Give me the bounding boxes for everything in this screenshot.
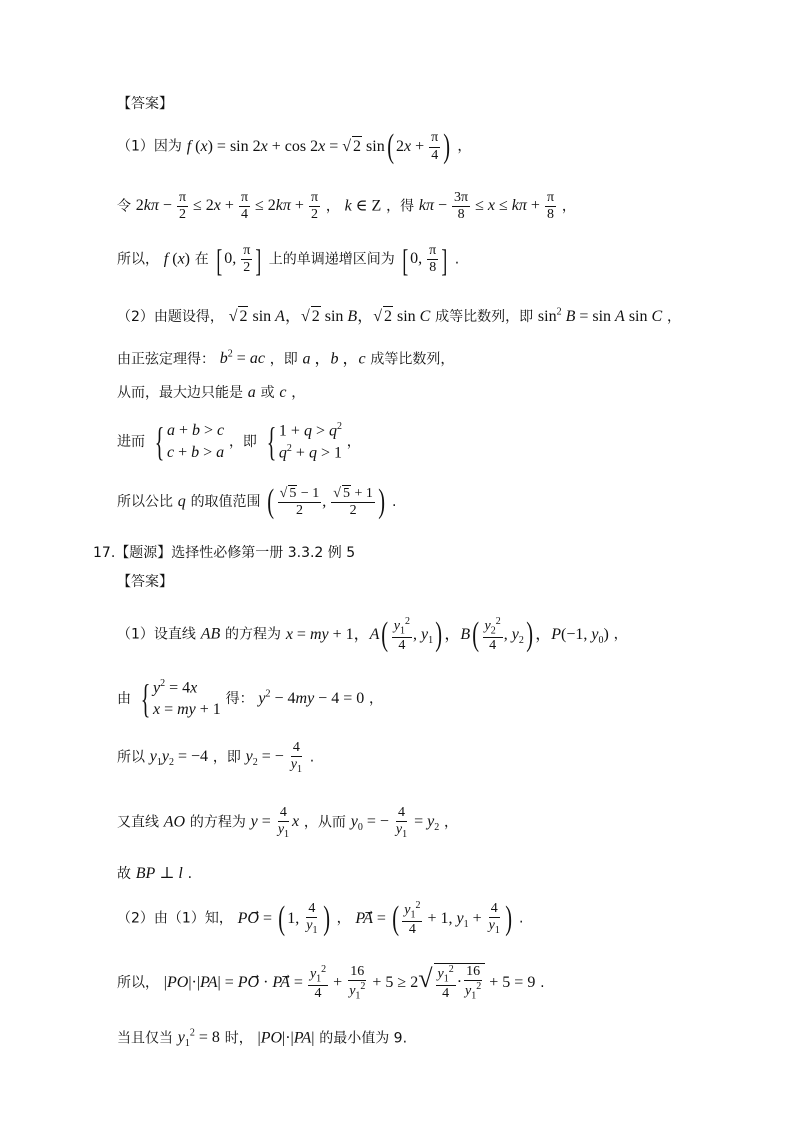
solution-line: 所以， f (x) 在 [ 0, $\frac{\pi}{2}$ ] 上的单调递增区间为 [ 0, $\frac{\pi}{8}$ ] . [117,241,460,278]
solution-line: 故 BP ⊥ l . [117,865,193,882]
formula: { $y^2 = 4x$ x = my + 1 [140,675,221,721]
formula: √ 2 sin A，√ 2 sin B，√ 2 sin C [228,308,431,325]
question-number: 17. [93,545,116,561]
formula: AB [200,625,221,643]
formula: a ，b ，c [302,350,366,368]
question-header [93,545,355,562]
formula: a [247,384,256,401]
formula: $\sin^2 B = \sin A$ sin C [537,306,663,325]
formula: $y_1^2 = 8$ [177,1028,220,1050]
solution-line: 令 2kπ − $\frac{\pi}{2}$ ≤ 2x + $\frac{\pi}{4}$ ≤ 2kπ + $\frac{\pi}{2}$ ， k ∈ Z ，得 kπ − $\frac{3\pi}{8}$ ≤ x ≤ kπ + $\frac{\pi}{8}$ ， [117,190,576,223]
formula: PO⃗ = ( 1, $\frac{4}{y_1}$ ) [237,900,330,938]
solution-line: 当且仅当 $y_1^2 = 8$ 时， |PO|·|PA| 的最小值为 9. [117,1028,408,1050]
formula: AO [163,813,186,831]
formula: y = $\frac{4}{y_1}$ x [250,805,300,840]
formula: BP ⊥ l [135,865,183,882]
formula: $y_1y_2 = -4$ [149,748,209,769]
answer-label: 【答案】 [117,96,173,112]
formula: |PO|·|PA| = PO⃗ · PA⃗ = $\frac{y_1^2}{4}$ + $\frac{16}{y_1^2}$ + 5 ≥ 2√ $\frac{y_1^2}{4}$ · $\frac{16}{y_1^2}$ + 5 = 9 [163,964,536,1002]
solution-line: 又直线 AO 的方程为 y = $\frac{4}{y_1}$ x ，从而 $y_0$ = − $\frac{4}{y_1}$ = $y_2$ ， [117,805,458,840]
source-text: 选择性必修第一册 3.3.2 例 5 [171,545,356,561]
formula: |PO|·|PA| [257,1029,315,1047]
formula: x = my + 1，A( $\frac{y_1^2}{4}$ , $y_1$) ，B( $\frac{y_2^2}{4}$ , $y_2$) ，P(−1, $y_0$) [285,616,609,654]
formula: $y^2 - 4my - 4 = 0$ [258,688,365,707]
formula: $y_2$ = − $\frac{4}{y_1}$ [245,740,302,775]
formula: $b^2$ = ac [219,349,265,368]
formula: k ∈ Z [344,197,382,215]
solution-line: 所以 $y_1y_2 = -4$ ，即 $y_2$ = − $\frac{4}{y_1}$ . [117,740,315,775]
formula: ( $\frac{√ 5 - 1}{2}$ , $\frac{√ 5 + 1}{2}$ ) [267,483,385,521]
solution-line: （2）由题设得， √ 2 sin A，√ 2 sin B，√ 2 sin C 成等比数列，即 $\sin^2 B = \sin A$ sin C ， [117,306,681,325]
solution-line: （1）因为 f (x) = sin 2x + cos 2x = √ 2 sin( 2x + $\frac{\pi}{4}$ ) ， [117,128,472,165]
formula: kπ − $\frac{3\pi}{8}$ ≤ x ≤ kπ + $\frac{\pi}{8}$ [418,190,555,223]
solution-line: 从而，最大边只能是 a 或 c ， [117,384,306,401]
formula: PA⃗ = ( $\frac{y_1^2}{4}$ + 1, $y_1$ + $\frac{4}{y_1}$ ) [355,900,512,938]
formula: q [177,492,186,510]
solution-line: 进而 { a + b > c c + b > a ，即 { $1 + q > q^2$ $q^2 + q > 1$ ， [117,418,361,464]
formula: [ 0, $\frac{\pi}{2}$ ] [215,241,262,278]
formula: { $1 + q > q^2$ $q^2 + q > 1$ [266,418,342,464]
formula: f (x) [163,250,190,268]
solution-line: （2）由（1）知， PO⃗ = ( 1, $\frac{4}{y_1}$ ) ， PA⃗ = ( $\frac{y_1^2}{4}$ + 1, $y_1$ + $\frac{4}{y_1}$ ) . [117,900,524,938]
formula: [ 0, $\frac{\pi}{8}$ ] [401,241,448,278]
source-label: 【题源】 [115,545,172,561]
formula: 2kπ − $\frac{\pi}{2}$ ≤ 2x + $\frac{\pi}{4}$ ≤ 2kπ + $\frac{\pi}{2}$ [135,190,319,223]
solution-line: 所以公比 q 的取值范围 ( $\frac{√ 5 - 1}{2}$ , $\frac{√ 5 + 1}{2}$ ) . [117,483,397,521]
solution-line: 由 { $y^2 = 4x$ x = my + 1 得： $y^2 - 4my - 4 = 0$ ， [117,675,383,721]
formula: { a + b > c c + b > a [154,418,225,464]
formula: $y_0$ = − $\frac{4}{y_1}$ = $y_2$ [350,805,440,840]
formula: c [279,384,287,401]
formula: f (x) = sin 2x + cos 2x = √ 2 sin( 2x + $\frac{\pi}{4}$ ) [186,128,451,165]
solution-line: 所以， |PO|·|PA| = PO⃗ · PA⃗ = $\frac{y_1^2}{4}$ + $\frac{16}{y_1^2}$ + 5 ≥ 2√ $\frac{y_1^2}{4}$ · $\frac{16}{y_1^2}$ + 5 = 9 . [117,964,545,1002]
solution-line: 由正弦定理得： $b^2$ = ac ，即 a ，b ，c 成等比数列， [117,349,455,368]
solution-line: （1）设直线 AB 的方程为 x = my + 1，A( $\frac{y_1^2}{4}$ , $y_1$) ，B( $\frac{y_2^2}{4}$ , $y_2$) ，P(−1, $y_0$) ， [117,616,628,654]
answer-label: 【答案】 [117,574,173,590]
